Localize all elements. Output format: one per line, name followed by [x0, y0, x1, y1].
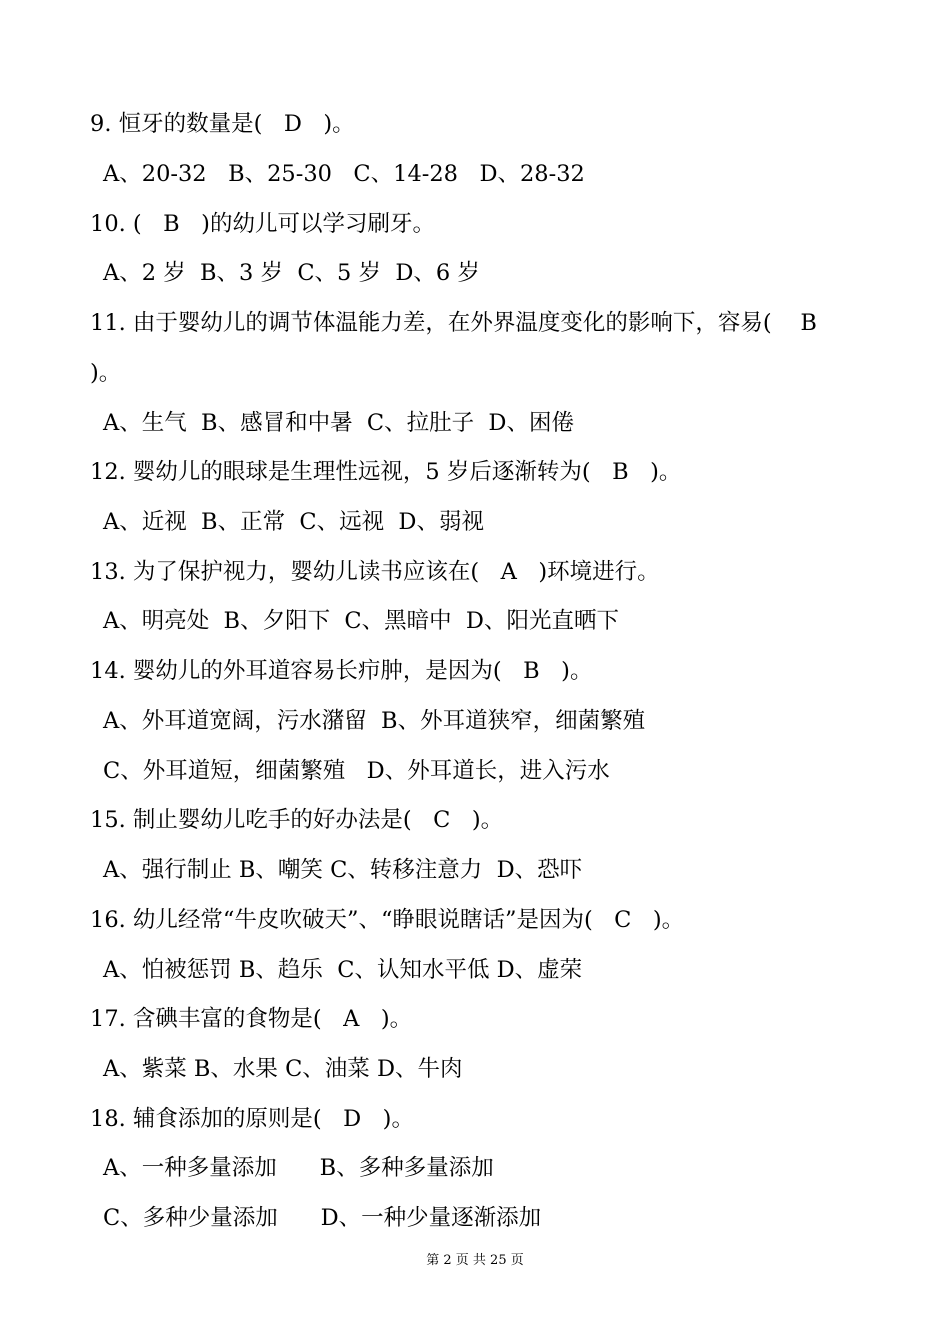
- question-10-options: A、2 岁 B、3 岁 C、5 岁 D、6 岁: [103, 260, 480, 286]
- question-18-options-row1: A、一种多量添加 B、多种多量添加: [103, 1155, 494, 1181]
- question-17-stem: 17. 含碘丰富的食物是( A )。: [90, 1006, 413, 1032]
- question-9-options: A、20-32 B、25-30 C、14-28 D、28-32: [103, 161, 585, 187]
- question-13-stem: 13. 为了保护视力，婴幼儿读书应该在( A )环境进行。: [90, 559, 660, 585]
- question-18-stem: 18. 辅食添加的原则是( D )。: [90, 1106, 414, 1132]
- question-13-options: A、明亮处 B、夕阳下 C、黑暗中 D、阳光直晒下: [103, 608, 619, 634]
- question-14-stem: 14. 婴幼儿的外耳道容易长疖肿，是因为( B )。: [90, 658, 593, 684]
- question-14-options-row1: A、外耳道宽阔，污水潴留 B、外耳道狭窄，细菌繁殖: [103, 708, 646, 734]
- question-10-stem: 10. ( B )的幼儿可以学习刷牙。: [90, 211, 435, 237]
- question-11-stem-continuation: )。: [90, 360, 122, 386]
- question-12-stem: 12. 婴幼儿的眼球是生理性远视，5 岁后逐渐转为( B )。: [90, 459, 682, 485]
- question-15-options: A、强行制止 B、嘲笑 C、转移注意力 D、恐吓: [103, 857, 583, 883]
- question-16-stem: 16. 幼儿经常“牛皮吹破天”、“睁眼说瞎话”是因为( C )。: [90, 907, 685, 933]
- page-footer: 第 2 页 共 25 页: [426, 1253, 524, 1268]
- question-16-options: A、怕被惩罚 B、趋乐 C、认知水平低 D、虚荣: [103, 957, 583, 983]
- question-18-options-row2: C、多种少量添加 D、一种少量逐渐添加: [103, 1205, 542, 1231]
- question-15-stem: 15. 制止婴幼儿吃手的好办法是( C )。: [90, 807, 504, 833]
- question-11-options: A、生气 B、感冒和中暑 C、拉肚子 D、困倦: [103, 410, 574, 436]
- question-11-stem: 11. 由于婴幼儿的调节体温能力差，在外界温度变化的影响下，容易( B: [90, 310, 817, 336]
- question-12-options: A、近视 B、正常 C、远视 D、弱视: [103, 509, 484, 535]
- question-9-stem: 9. 恒牙的数量是( D )。: [90, 111, 355, 137]
- question-17-options: A、紫菜 B、水果 C、油菜 D、牛肉: [103, 1056, 463, 1082]
- question-14-options-row2: C、外耳道短，细菌繁殖 D、外耳道长，进入污水: [103, 758, 610, 784]
